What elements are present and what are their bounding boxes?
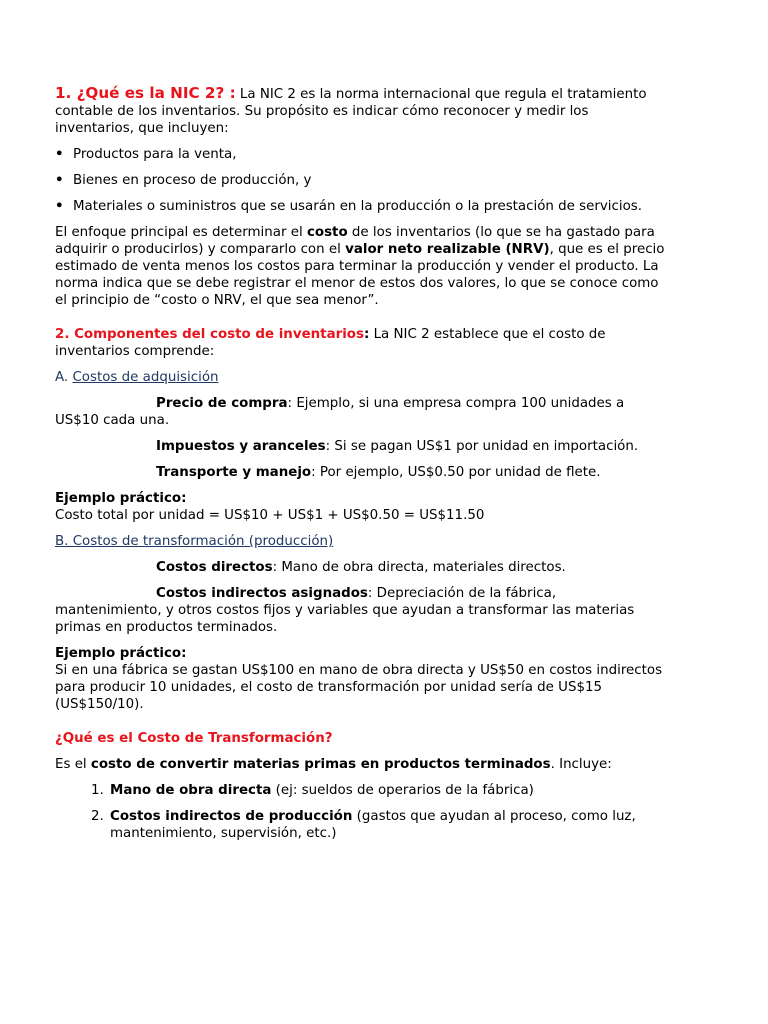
s3-heading-paragraph xyxy=(55,730,665,747)
s2-intro-paragraph xyxy=(55,326,665,360)
bold-text: valor neto realizable (NRV) xyxy=(345,242,550,257)
s1-intro-text: La NIC 2 es la norma internacional que regula el tratamiento contable de los inventarios. Su propósito es indicar cómo reconocer y medir los inventarios, que incluyen: xyxy=(55,87,647,136)
list-item xyxy=(55,559,665,576)
list-item: • Materiales o suministros que se usarán en la producción o la prestación de servicios. xyxy=(55,198,665,215)
s1-intro-paragraph xyxy=(55,85,665,137)
s1-main-paragraph xyxy=(55,224,665,309)
bold-text: costo de convertir materias primas en productos terminados xyxy=(90,757,551,772)
list-item xyxy=(55,585,665,636)
bold-text: Costos directos xyxy=(156,560,273,575)
bold-text: Ejemplo práctico: xyxy=(55,491,187,506)
list-number: 2. xyxy=(91,809,104,824)
s3-intro-paragraph xyxy=(55,756,665,773)
s3-heading: ¿Qué es el Costo de Transformación? xyxy=(55,731,333,746)
bold-text: Precio de compra xyxy=(156,396,288,411)
s2-a-example-text: Costo total por unidad = US$10 + US$1 + US$0.50 = US$11.50 xyxy=(55,508,485,523)
text: : Depreciación de la fábrica, mantenimiento, y otros costos fijos y variables que ayudan a transformar las materias primas en productos terminados. xyxy=(55,586,635,635)
text: (ej: sueldos de operarios de la fábrica) xyxy=(271,783,534,798)
text: : Mano de obra directa, materiales directos. xyxy=(272,560,566,575)
bold-text: costo xyxy=(306,225,348,240)
list-item xyxy=(55,438,665,455)
text: de los inventarios (lo que se ha gastado para adquirir o producirlos) y compararlo con el xyxy=(55,225,655,257)
s2-heading: 2. Componentes del costo de inventarios xyxy=(55,327,364,342)
s2-b-title: B. Costos de transformación (producción) xyxy=(55,534,334,549)
document-content xyxy=(55,85,665,851)
s2-a-title: Costos de adquisición xyxy=(72,370,219,385)
bold-text: Costos indirectos asignados xyxy=(156,586,368,601)
list-item: • Bienes en proceso de producción, y xyxy=(55,172,665,189)
text: : Ejemplo, si una empresa compra 100 unidades a US$10 cada una. xyxy=(55,396,625,428)
text: , que es el precio estimado de venta menos los costos para terminar la producción y vender el producto. La norma indica que se debe registrar el menor de estos dos valores, lo que se conoce como el principio de “costo o NRV, el que sea menor”. xyxy=(55,242,665,308)
text: : Si se pagan US$1 por unidad en importación. xyxy=(325,439,639,454)
s1-heading: 1. ¿Qué es la NIC 2? : xyxy=(55,84,236,102)
s2-a-list xyxy=(55,395,665,481)
bold-text: Transporte y manejo xyxy=(156,465,312,480)
list-item xyxy=(55,395,665,429)
list-item: • Productos para la venta, xyxy=(55,146,665,163)
bold-text: Costos indirectos de producción xyxy=(110,809,353,824)
s2-b-example-text: Si en una fábrica se gastan US$100 en mano de obra directa y US$50 en costos indirectos para producir 10 unidades, el costo de transformación por unidad sería de US$15 (US$150/10). xyxy=(55,663,663,712)
s2-intro-text: La NIC 2 establece que el costo de inventarios comprende: xyxy=(55,327,606,359)
s2-subheading-a xyxy=(55,369,665,386)
s2-subheading-b xyxy=(55,533,665,550)
s2-a-prefix: A. xyxy=(55,370,73,385)
text: Es el xyxy=(55,757,91,772)
text: El enfoque principal es determinar el xyxy=(55,225,307,240)
list-item xyxy=(55,808,665,842)
bold-text: Ejemplo práctico: xyxy=(55,646,187,661)
s3-numbered-list xyxy=(55,782,665,842)
s2-b-example-label xyxy=(55,645,665,662)
s2-heading-colon: : xyxy=(363,327,370,342)
list-number: 1. xyxy=(91,783,104,798)
s1-bullet-list xyxy=(55,146,665,215)
bold-text: Impuestos y aranceles xyxy=(156,439,326,454)
bold-text: Mano de obra directa xyxy=(110,783,272,798)
text: (gastos que ayudan al proceso, como luz, mantenimiento, supervisión, etc.) xyxy=(110,809,636,841)
list-item xyxy=(55,464,665,481)
list-item xyxy=(55,782,665,799)
text: : Por ejemplo, US$0.50 por unidad de flete. xyxy=(311,465,601,480)
s2-a-example-label xyxy=(55,490,665,507)
text: . Incluye: xyxy=(550,757,612,772)
s2-b-list xyxy=(55,559,665,636)
